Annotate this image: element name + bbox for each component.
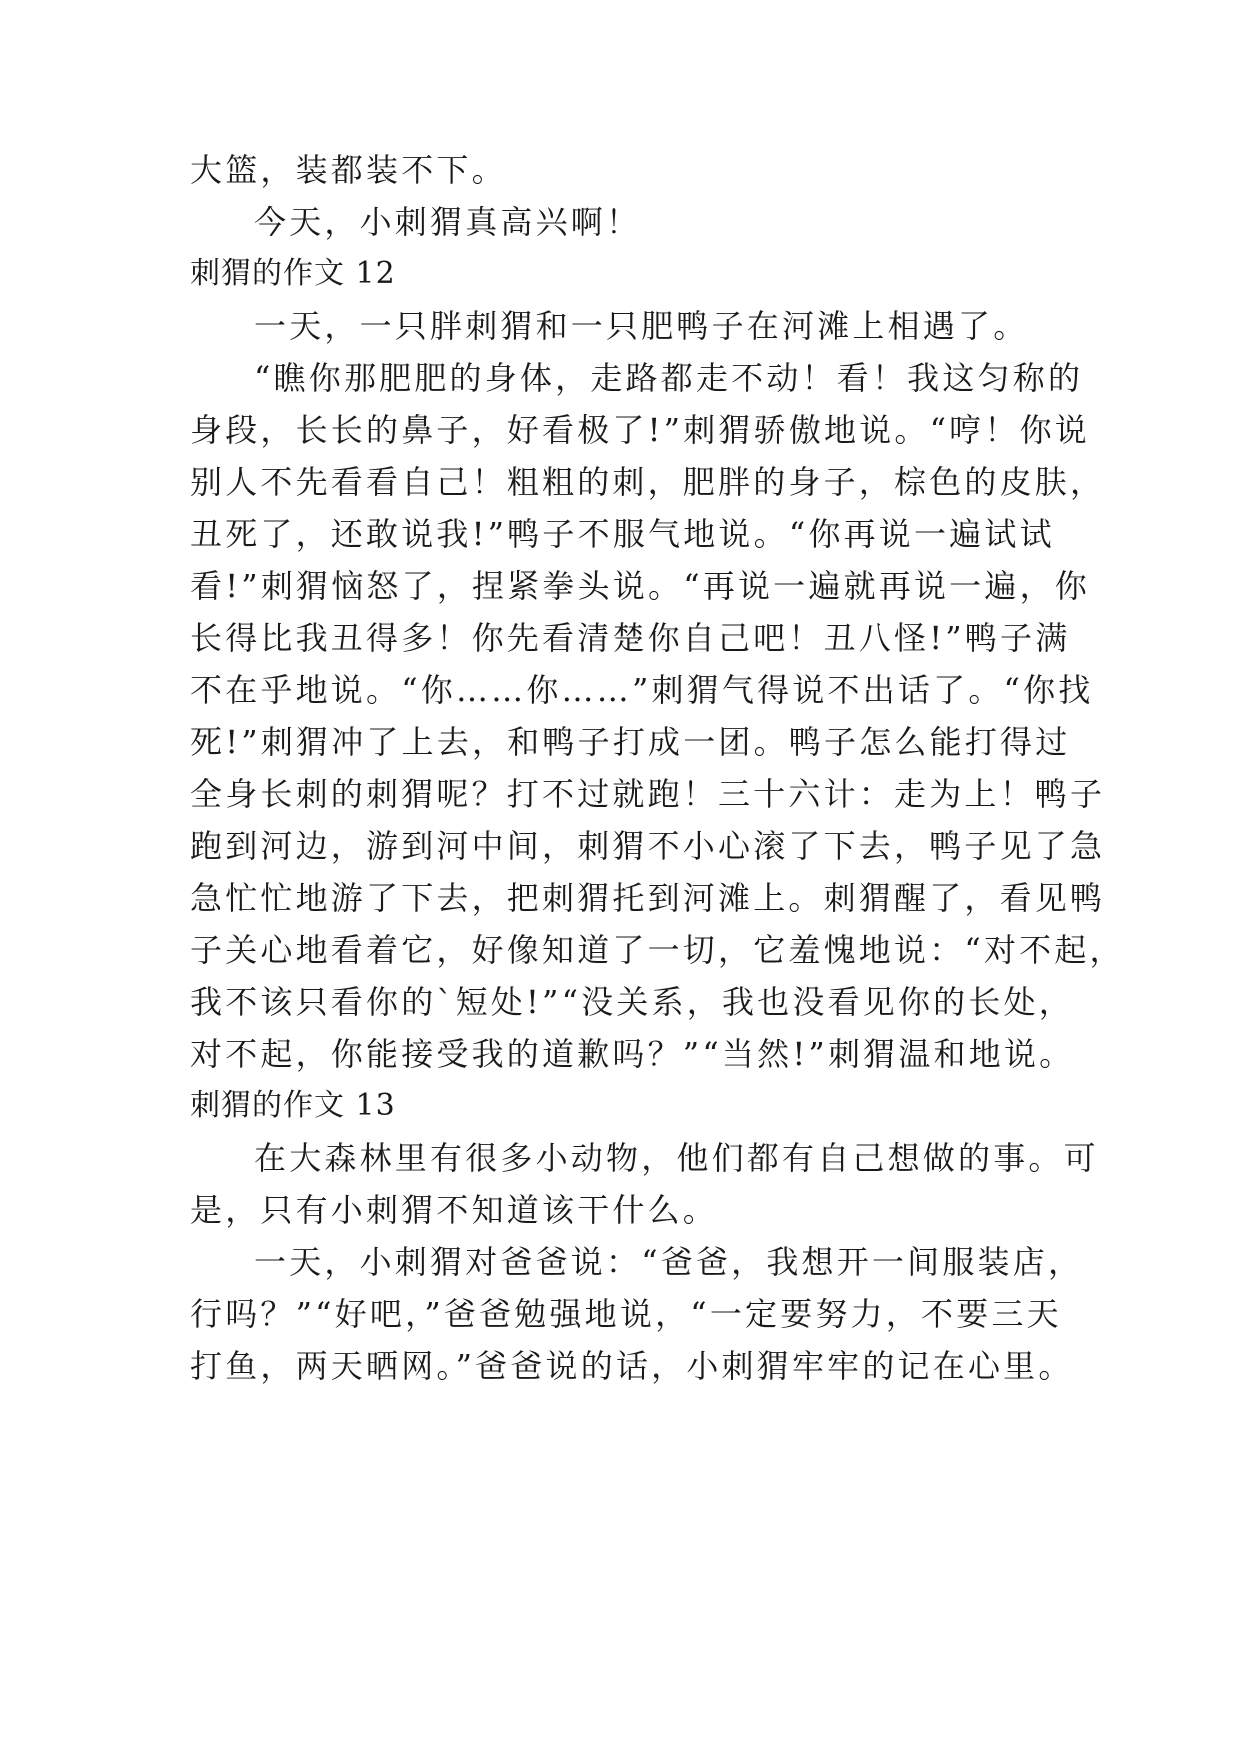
text-line: 看!”刺猬恼怒了，捏紧拳头说。“再说一遍就再说一遍，你 — [190, 567, 1090, 605]
text-line: 全身长刺的刺猬呢？打不过就跑！三十六计：走为上！鸭子 — [190, 775, 1106, 813]
text-line: 我不该只看你的`短处!”“没关系，我也没看见你的长处， — [190, 983, 1074, 1021]
section-heading-13: 刺猬的作文 13 — [190, 1088, 396, 1123]
text-line: 急忙忙地游了下去，把刺猬托到河滩上。刺猬醒了，看见鸭 — [190, 879, 1106, 917]
text-line: 不在乎地说。“你……你……”刺猬气得说不出话了。“你找 — [190, 671, 1094, 709]
text-line: “瞧你那肥肥的身体，走路都走不动！看！我这匀称的 — [254, 359, 1084, 397]
text-line: 身段，长长的鼻子，好看极了!”刺猬骄傲地说。“哼！你说 — [190, 411, 1090, 449]
text-line: 一天，小刺猬对爸爸说：“爸爸，我想开一间服装店， — [254, 1243, 1084, 1281]
section-heading-12: 刺猬的作文 12 — [190, 256, 396, 291]
text-line: 一天，一只胖刺猬和一只肥鸭子在河滩上相遇了。 — [254, 307, 1029, 345]
text-line: 子关心地看着它，好像知道了一切，它羞愧地说：“对不起， — [190, 931, 1125, 969]
text-line: 打鱼，两天晒网。”爸爸说的话，小刺猬牢牢的记在心里。 — [190, 1347, 1074, 1385]
text-line: 大篮，装都装不下。 — [190, 151, 507, 189]
text-line: 行吗？”“好吧，”爸爸勉强地说，“一定要努力，不要三天 — [190, 1295, 1062, 1333]
text-line: 在大森林里有很多小动物，他们都有自己想做的事。可 — [254, 1139, 1099, 1177]
text-line: 别人不先看看自己！粗粗的刺，肥胖的身子，棕色的皮肤， — [190, 463, 1106, 501]
text-line: 丑死了，还敢说我!”鸭子不服气地说。“你再说一遍试试 — [190, 515, 1055, 553]
text-line: 是，只有小刺猬不知道该干什么。 — [190, 1191, 719, 1229]
text-line: 死!”刺猬冲了上去，和鸭子打成一团。鸭子怎么能打得过 — [190, 723, 1071, 761]
text-line: 跑到河边，游到河中间，刺猬不小心滚了下去，鸭子见了急 — [190, 827, 1106, 865]
text-line: 长得比我丑得多！你先看清楚你自己吧！丑八怪!”鸭子满 — [190, 619, 1071, 657]
text-line: 对不起，你能接受我的道歉吗？”“当然!”刺猬温和地说。 — [190, 1035, 1075, 1073]
text-line: 今天，小刺猬真高兴啊！ — [254, 203, 642, 241]
